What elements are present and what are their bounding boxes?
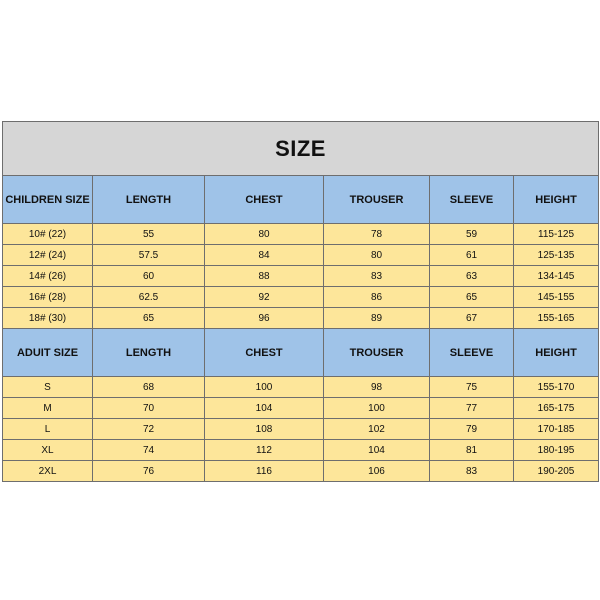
table-cell: 83 — [430, 461, 514, 482]
table-cell: 155-170 — [514, 377, 599, 398]
table-cell: 84 — [205, 245, 324, 266]
table-cell: 78 — [324, 224, 430, 245]
table-cell: 60 — [93, 266, 205, 287]
table-cell: 10# (22) — [3, 224, 93, 245]
table-cell: 55 — [93, 224, 205, 245]
table-cell: 14# (26) — [3, 266, 93, 287]
table-cell: 59 — [430, 224, 514, 245]
table-cell: 115-125 — [514, 224, 599, 245]
table-row — [3, 308, 599, 329]
table-cell: 12# (24) — [3, 245, 93, 266]
table-cell: 100 — [205, 377, 324, 398]
adult-header-row — [3, 329, 599, 377]
table-cell: 16# (28) — [3, 287, 93, 308]
table-row — [3, 419, 599, 440]
table-cell: 61 — [430, 245, 514, 266]
table-cell: XL — [3, 440, 93, 461]
title-row — [3, 122, 599, 176]
column-header: CHEST — [205, 176, 324, 224]
table-cell: M — [3, 398, 93, 419]
table-cell: 155-165 — [514, 308, 599, 329]
table-cell: 72 — [93, 419, 205, 440]
table-cell: 112 — [205, 440, 324, 461]
table-cell: 70 — [93, 398, 205, 419]
children-header-row — [3, 176, 599, 224]
table-row — [3, 287, 599, 308]
table-cell: 145-155 — [514, 287, 599, 308]
table-cell: 125-135 — [514, 245, 599, 266]
column-header: LENGTH — [93, 329, 205, 377]
table-cell: 57.5 — [93, 245, 205, 266]
table-row — [3, 398, 599, 419]
table-row — [3, 461, 599, 482]
table-cell: 80 — [324, 245, 430, 266]
column-header: TROUSER — [324, 176, 430, 224]
table-cell: 165-175 — [514, 398, 599, 419]
table-cell: 80 — [205, 224, 324, 245]
column-header: TROUSER — [324, 329, 430, 377]
column-header: SLEEVE — [430, 176, 514, 224]
table-cell: 104 — [205, 398, 324, 419]
table-row — [3, 440, 599, 461]
table-cell: 102 — [324, 419, 430, 440]
table-cell: 190-205 — [514, 461, 599, 482]
table-cell: 65 — [430, 287, 514, 308]
table-cell: 65 — [93, 308, 205, 329]
table-cell: 75 — [430, 377, 514, 398]
table-cell: L — [3, 419, 93, 440]
table-cell: 79 — [430, 419, 514, 440]
size-chart-table — [2, 121, 599, 482]
table-cell: 89 — [324, 308, 430, 329]
table-cell: 104 — [324, 440, 430, 461]
table-cell: 77 — [430, 398, 514, 419]
column-header: HEIGHT — [514, 329, 599, 377]
table-cell: 18# (30) — [3, 308, 93, 329]
table-cell: 2XL — [3, 461, 93, 482]
table-cell: S — [3, 377, 93, 398]
table-row — [3, 245, 599, 266]
column-header: CHEST — [205, 329, 324, 377]
table-cell: 96 — [205, 308, 324, 329]
table-cell: 92 — [205, 287, 324, 308]
table-cell: 100 — [324, 398, 430, 419]
column-header: SLEEVE — [430, 329, 514, 377]
column-header: LENGTH — [93, 176, 205, 224]
table-cell: 98 — [324, 377, 430, 398]
column-header: HEIGHT — [514, 176, 599, 224]
table-cell: 86 — [324, 287, 430, 308]
table-cell: 74 — [93, 440, 205, 461]
column-header: ADUIT SIZE — [3, 329, 93, 377]
table-cell: 81 — [430, 440, 514, 461]
table-cell: 62.5 — [93, 287, 205, 308]
table-cell: 134-145 — [514, 266, 599, 287]
column-header: CHILDREN SIZE — [3, 176, 93, 224]
table-cell: 108 — [205, 419, 324, 440]
table-cell: 76 — [93, 461, 205, 482]
table-cell: 63 — [430, 266, 514, 287]
table-cell: 88 — [205, 266, 324, 287]
table-cell: 106 — [324, 461, 430, 482]
table-title: SIZE — [3, 122, 599, 176]
table-cell: 180-195 — [514, 440, 599, 461]
table-cell: 116 — [205, 461, 324, 482]
table-cell: 68 — [93, 377, 205, 398]
table-row — [3, 377, 599, 398]
table-row — [3, 266, 599, 287]
table-cell: 67 — [430, 308, 514, 329]
table-row — [3, 224, 599, 245]
table-cell: 83 — [324, 266, 430, 287]
table-cell: 170-185 — [514, 419, 599, 440]
